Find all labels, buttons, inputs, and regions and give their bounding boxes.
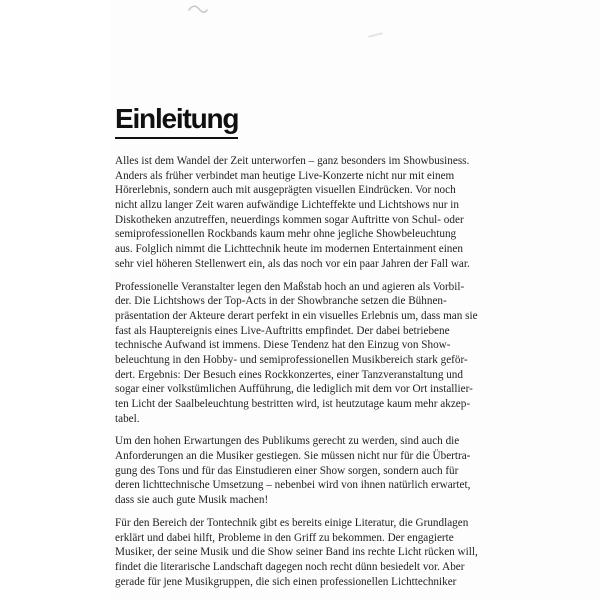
text-line: der. Die Lichtshows der Top-Acts in der Showbranche setzen die Bühnen- [115, 295, 447, 308]
text-line: dass sie auch gute Musik machen! [115, 494, 269, 507]
text-line: fast als Hauptereignis eines Live-Auftritts empfindet. Der dabei betriebene [115, 324, 450, 337]
text-line: Um den hohen Erwartungen des Publikums gerecht zu werden, sind auch die [115, 435, 460, 448]
text-line: sogar einer volkstümlichen Aufführung, die lediglich mit dem vor Ort installier- [115, 383, 473, 396]
text-line: Hörerlebnis, sondern auch mit ausgeprägten visuellen Eindrücken. Vor noch [115, 184, 456, 197]
text-line: tabel. [115, 412, 140, 425]
chapter-heading [115, 104, 484, 139]
text-line: beleuchtung in den Hobby- und semiprofessionellen Musikbereich stark geför- [115, 353, 468, 366]
chapter-heading-text: Einleitung [115, 104, 238, 139]
text-line: gerade für jene Musikgruppen, die sich einen professionellen Lichttechniker [115, 575, 457, 588]
text-line: sehr viel höheren Stellenwert ein, als das noch vor ein paar Jahren der Fall war. [115, 257, 470, 270]
text-line: präsentation der Akteure derart perfekt in ein visuelles Erlebnis um, dass man sie [115, 309, 478, 322]
text-line: Professionelle Veranstalter legen den Maßstab hoch an und agieren als Vorbil- [115, 280, 465, 293]
scan-artifact-squiggle [188, 3, 208, 16]
text-line: technische Aufwand ist immens. Diese Tendenz hat den Einzug von Show- [115, 339, 451, 352]
text-line: Diskotheken anzutreffen, neuerdings kommen sogar Auftritte von Schul- oder [115, 213, 464, 226]
text-line: deren lichttechnische Umsetzung – nebenbei wird von ihnen natürlich erwartet, [115, 479, 471, 492]
text-line: Anforderungen an die Musiker gestiegen. Sie müssen nicht nur für die Übertra- [115, 450, 471, 463]
text-line: gung des Tons und für das Einstudieren einer Show sorgen, sondern auch für [115, 464, 459, 477]
text-line: Anders als früher verbindet man heutige Live-Konzerte nicht nur mit einem [115, 169, 455, 182]
text-line: findet die literarische Landschaft dagegen noch recht dünn besiedelt vor. Aber [115, 560, 465, 573]
text-line: Für den Bereich der Tontechnik gibt es bereits einige Literatur, die Grundlagen [115, 516, 469, 529]
text-line: erklärt und dabei hilft, Probleme in den Griff zu bekommen. Der engagierte [115, 531, 454, 544]
squiggle-mark-icon [188, 3, 208, 16]
paragraph [115, 154, 484, 272]
text-line: nicht allzu langer Zeit waren aufwändige Lichteffekte und Lichtshows nur in [115, 199, 459, 212]
text-line: aus. Folglich nimmt die Lichttechnik heute im modernen Entertainment einen [115, 243, 463, 256]
paragraph [115, 280, 484, 427]
text-line: Alles ist dem Wandel der Zeit unterworfen – ganz besonders im Showbusiness. [115, 155, 470, 167]
paragraph [115, 516, 484, 589]
text-column [115, 104, 484, 597]
text-line: ten Licht der Saalbeleuchtung bestritten wird, ist heutzutage kaum mehr akzep- [115, 398, 471, 410]
text-line: dert. Ergebnis: Der Besuch eines Rockkonzertes, einer Tanzveranstaltung und [115, 368, 463, 381]
paragraph [115, 434, 484, 507]
paragraphs-container [115, 154, 484, 589]
text-line: Musiker, der seine Musik und die Show seiner Band ins rechte Licht rücken will, [115, 546, 478, 559]
text-line: semiprofessionellen Rockbands kaum mehr ohne jegliche Showbeleuchtung [115, 228, 457, 241]
